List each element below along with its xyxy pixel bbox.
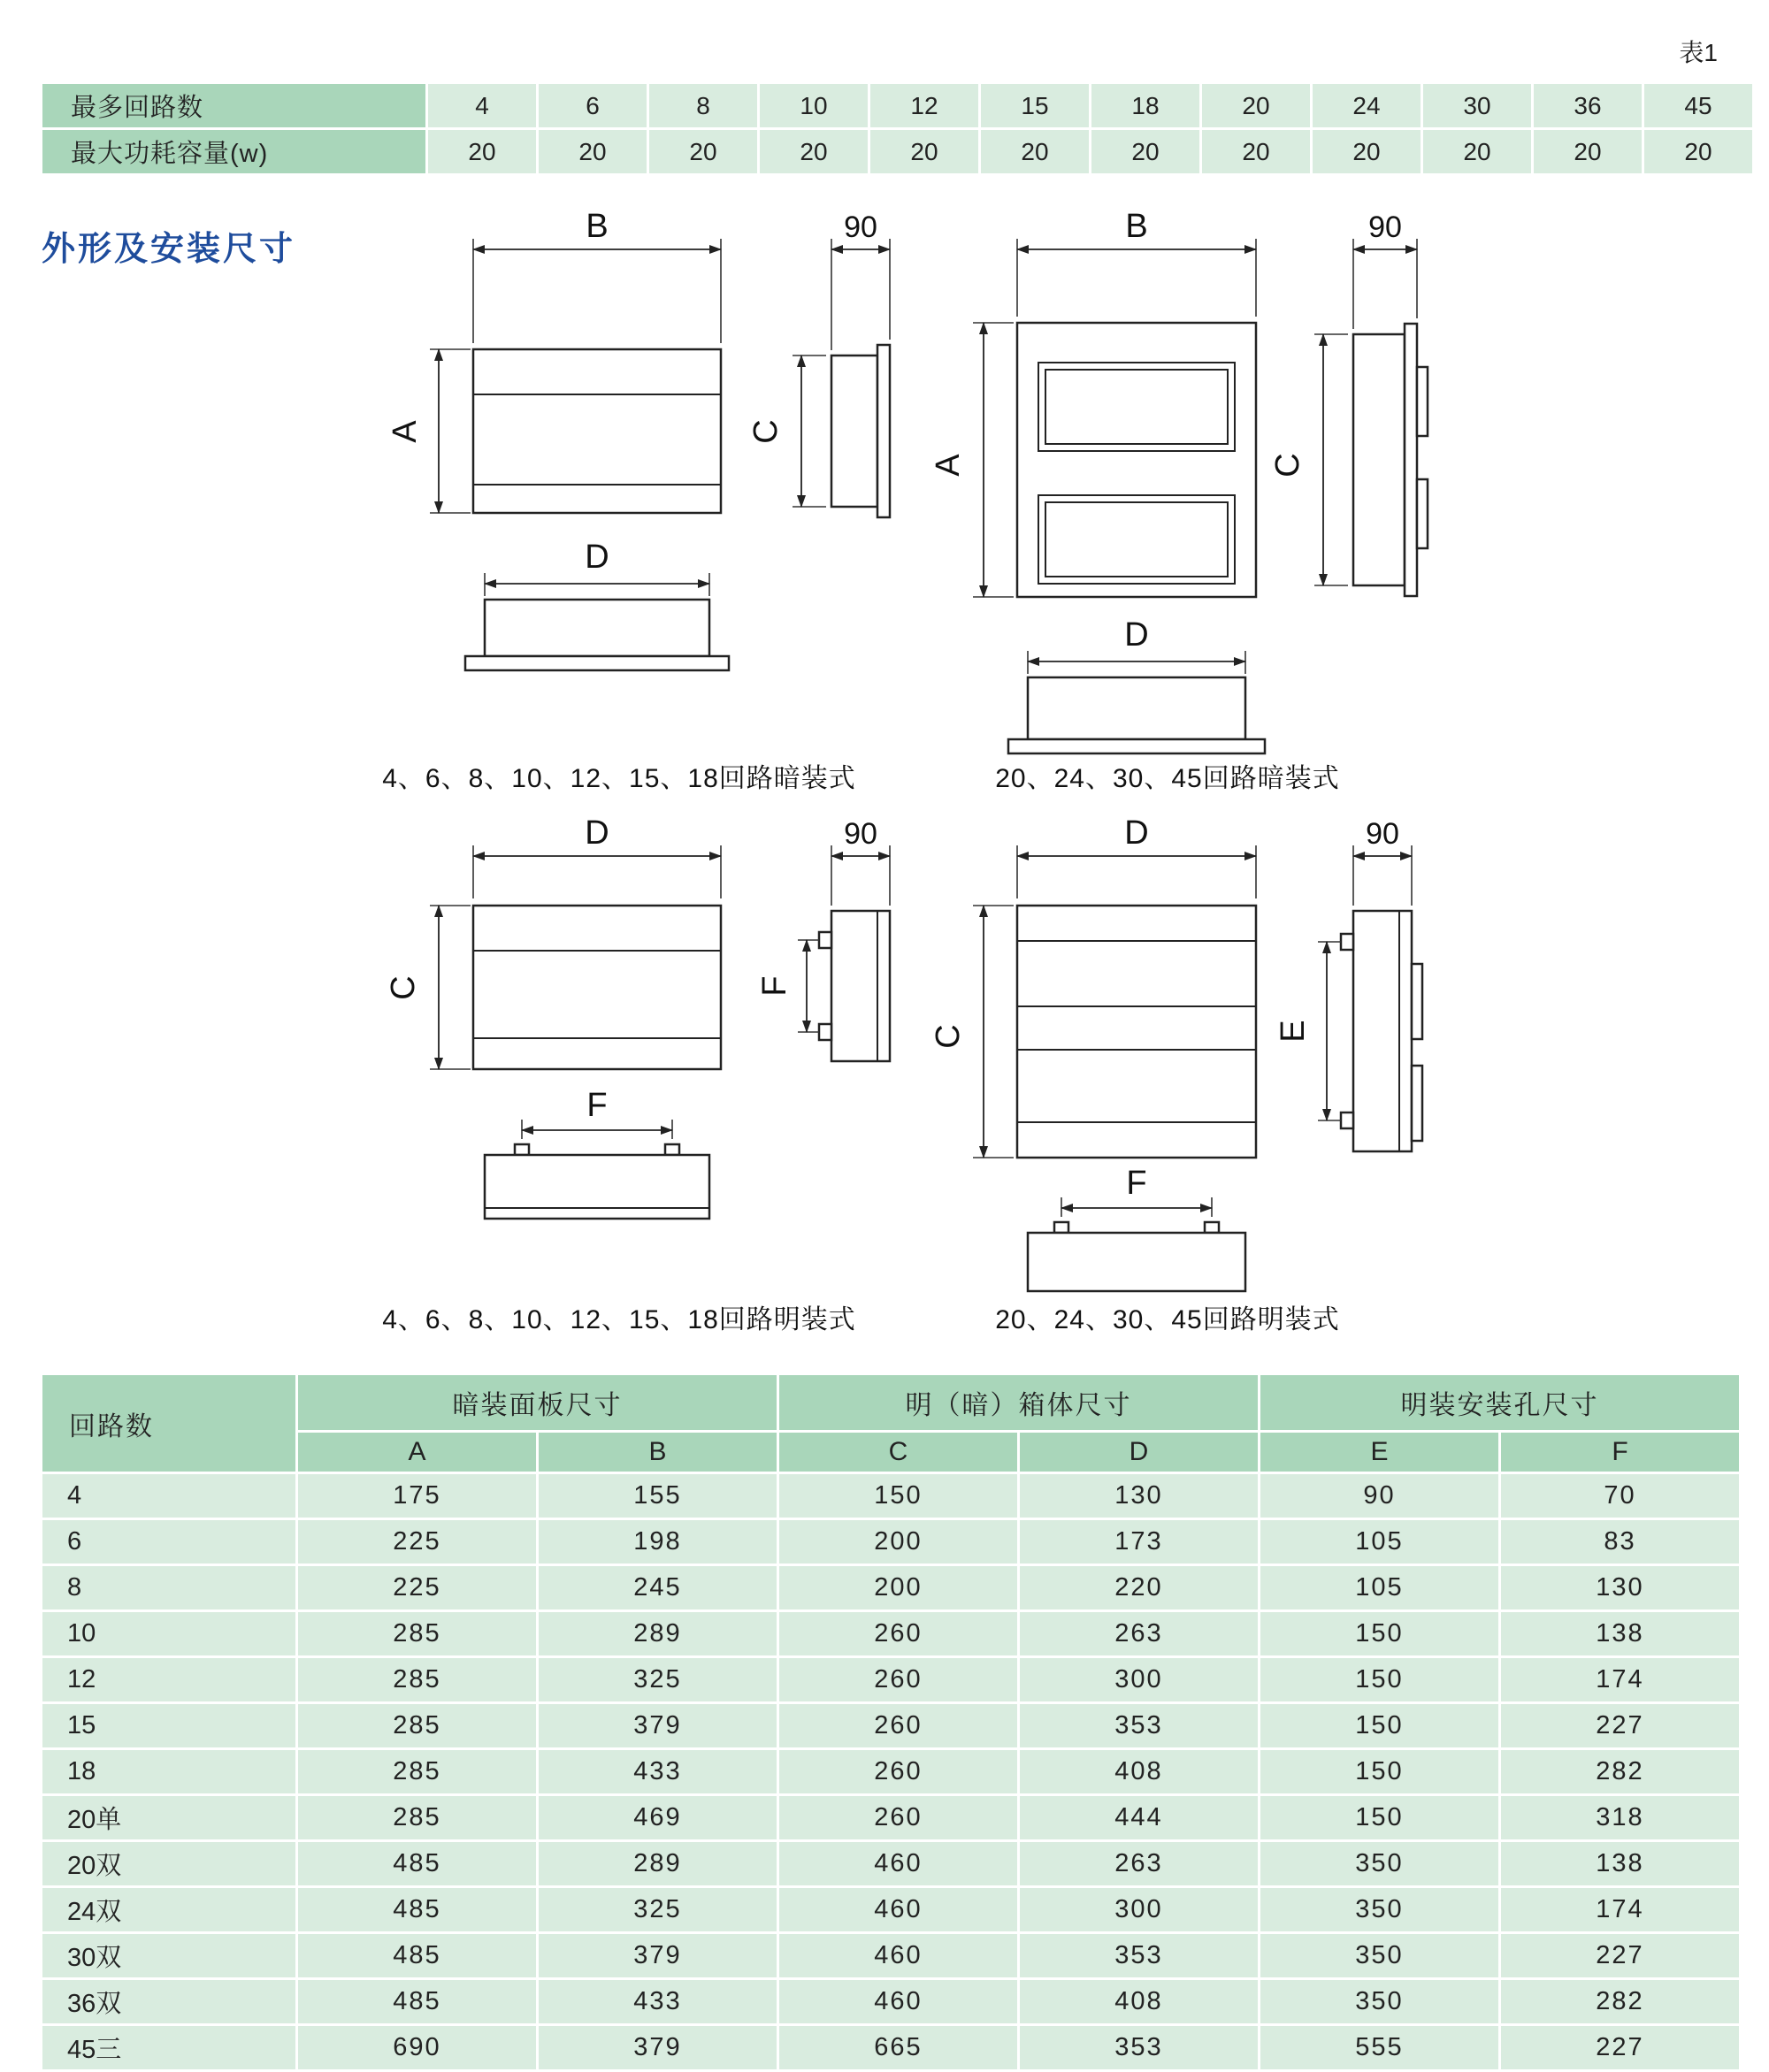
cell-A: 225 bbox=[298, 1520, 536, 1564]
table-header-row bbox=[42, 1375, 1739, 1430]
table-row bbox=[42, 1888, 1739, 1931]
cell-F: 318 bbox=[1501, 1796, 1739, 1839]
group-header-box-size: 明（暗）箱体尺寸 bbox=[779, 1375, 1258, 1430]
cell-B: 433 bbox=[539, 1750, 777, 1793]
table-row bbox=[42, 1980, 1739, 2023]
cell-A: 175 bbox=[298, 1474, 536, 1518]
cell-F: 227 bbox=[1501, 1704, 1739, 1747]
cell-F: 227 bbox=[1501, 2026, 1739, 2069]
dim-label-depth: 90 bbox=[1366, 817, 1399, 851]
dim-label-C: C bbox=[747, 419, 785, 444]
front-view bbox=[1017, 906, 1256, 1158]
cell-F: 174 bbox=[1501, 1888, 1739, 1931]
cell-E: 105 bbox=[1260, 1566, 1498, 1609]
table-row bbox=[42, 2026, 1739, 2069]
dim-label-A: A bbox=[930, 454, 967, 477]
side-flange bbox=[1405, 324, 1417, 596]
cell-C: 460 bbox=[779, 1842, 1017, 1885]
cell-A: 485 bbox=[298, 1934, 536, 1977]
cell-B: 433 bbox=[539, 1980, 777, 2023]
side-view bbox=[1353, 334, 1405, 585]
table-cell: 10 bbox=[760, 84, 868, 127]
bottom-base bbox=[1008, 739, 1265, 753]
cell-circuits: 30双 bbox=[42, 1934, 295, 1977]
cell-D: 408 bbox=[1020, 1750, 1258, 1793]
cell-circuits: 18 bbox=[42, 1750, 295, 1793]
mounting-lug bbox=[819, 1024, 831, 1040]
cell-B: 245 bbox=[539, 1566, 777, 1609]
column-header-F: F bbox=[1501, 1433, 1739, 1472]
bottom-view bbox=[485, 1155, 709, 1219]
table-cell: 20 bbox=[981, 130, 1089, 173]
cell-C: 260 bbox=[779, 1612, 1017, 1655]
cell-A: 690 bbox=[298, 2026, 536, 2069]
dim-label-F: F bbox=[1126, 1165, 1147, 1202]
cell-C: 460 bbox=[779, 1934, 1017, 1977]
cell-E: 150 bbox=[1260, 1658, 1498, 1701]
page-title: 外形及安装尺寸 bbox=[42, 231, 296, 268]
cell-B: 469 bbox=[539, 1796, 777, 1839]
side-view bbox=[831, 911, 890, 1061]
cell-C: 665 bbox=[779, 2026, 1017, 2069]
cell-circuits: 6 bbox=[42, 1520, 295, 1564]
cell-E: 150 bbox=[1260, 1796, 1498, 1839]
dim-label-E: E bbox=[1275, 1020, 1312, 1043]
dim-label-B: B bbox=[586, 208, 609, 245]
column-header-C: C bbox=[779, 1433, 1017, 1472]
cell-D: 353 bbox=[1020, 1704, 1258, 1747]
dim-label-depth: 90 bbox=[844, 817, 877, 851]
cell-E: 105 bbox=[1260, 1520, 1498, 1564]
table-cell: 15 bbox=[981, 84, 1089, 127]
side-view bbox=[831, 356, 877, 507]
dim-label-C: C bbox=[930, 1024, 967, 1049]
cell-C: 460 bbox=[779, 1888, 1017, 1931]
cell-B: 379 bbox=[539, 2026, 777, 2069]
dim-label-depth: 90 bbox=[844, 210, 877, 244]
cell-F: 130 bbox=[1501, 1566, 1739, 1609]
cell-F: 227 bbox=[1501, 1934, 1739, 1977]
cell-C: 260 bbox=[779, 1704, 1017, 1747]
mounting-lug bbox=[1054, 1222, 1068, 1233]
cell-B: 289 bbox=[539, 1612, 777, 1655]
table-cell: 20 bbox=[649, 130, 757, 173]
table-cell: 24 bbox=[1313, 84, 1421, 127]
cell-E: 90 bbox=[1260, 1474, 1498, 1518]
dim-label-A: A bbox=[387, 420, 424, 443]
cell-E: 555 bbox=[1260, 2026, 1498, 2069]
table-cell: 8 bbox=[649, 84, 757, 127]
table-cell: 20 bbox=[870, 130, 978, 173]
table-number-tag: 表1 bbox=[1679, 39, 1718, 66]
side-flange bbox=[877, 345, 890, 517]
cell-circuits: 12 bbox=[42, 1658, 295, 1701]
diagram-surface-large bbox=[930, 814, 1422, 1291]
table-row bbox=[42, 1842, 1739, 1885]
cell-circuits: 45三 bbox=[42, 2026, 295, 2069]
table-row bbox=[42, 1566, 1739, 1609]
cell-C: 150 bbox=[779, 1474, 1017, 1518]
table-cell: 20 bbox=[1644, 130, 1752, 173]
diagram-flush-large bbox=[930, 208, 1428, 753]
max-circuits-table bbox=[40, 81, 1755, 176]
cell-D: 220 bbox=[1020, 1566, 1258, 1609]
table-row bbox=[42, 1934, 1739, 1977]
table-row bbox=[42, 1658, 1739, 1701]
cell-E: 150 bbox=[1260, 1750, 1498, 1793]
cell-C: 260 bbox=[779, 1658, 1017, 1701]
bottom-view bbox=[1028, 1233, 1245, 1291]
side-window-tab bbox=[1412, 1066, 1422, 1141]
table-cell: 20 bbox=[1202, 130, 1310, 173]
cell-circuits: 8 bbox=[42, 1566, 295, 1609]
cell-A: 485 bbox=[298, 1842, 536, 1885]
side-view bbox=[1353, 911, 1412, 1151]
table-cell: 20 bbox=[1091, 130, 1199, 173]
cell-A: 485 bbox=[298, 1888, 536, 1931]
cell-C: 200 bbox=[779, 1566, 1017, 1609]
table-cell: 20 bbox=[1423, 130, 1531, 173]
cell-E: 350 bbox=[1260, 1888, 1498, 1931]
front-view bbox=[473, 906, 721, 1069]
dim-label-C: C bbox=[385, 975, 422, 1000]
bottom-base bbox=[465, 656, 729, 670]
cell-circuits: 10 bbox=[42, 1612, 295, 1655]
table-cell: 30 bbox=[1423, 84, 1531, 127]
cell-E: 150 bbox=[1260, 1704, 1498, 1747]
dim-label-D: D bbox=[585, 539, 609, 576]
front-view bbox=[1017, 323, 1256, 597]
caption-surface-small: 4、6、8、10、12、15、18回路明装式 bbox=[382, 1305, 856, 1334]
table-cell: 20 bbox=[539, 130, 647, 173]
cell-E: 350 bbox=[1260, 1842, 1498, 1885]
dimension-table bbox=[40, 1372, 1742, 2072]
row-label-max-power: 最大功耗容量(w) bbox=[42, 130, 425, 173]
group-header-flush-panel: 暗装面板尺寸 bbox=[298, 1375, 777, 1430]
table-cell: 6 bbox=[539, 84, 647, 127]
cell-circuits: 4 bbox=[42, 1474, 295, 1518]
table-cell: 4 bbox=[428, 84, 536, 127]
dim-label-depth: 90 bbox=[1368, 210, 1402, 244]
table-subheader-row bbox=[42, 1433, 1739, 1472]
column-header-B: B bbox=[539, 1433, 777, 1472]
table-row bbox=[42, 130, 1752, 173]
caption-surface-large: 20、24、30、45回路明装式 bbox=[995, 1305, 1340, 1334]
table-cell: 45 bbox=[1644, 84, 1752, 127]
cell-E: 150 bbox=[1260, 1612, 1498, 1655]
cell-A: 285 bbox=[298, 1658, 536, 1701]
cell-A: 285 bbox=[298, 1796, 536, 1839]
table-row bbox=[42, 84, 1752, 127]
cell-circuits: 20单 bbox=[42, 1796, 295, 1839]
table-cell: 18 bbox=[1091, 84, 1199, 127]
table-row bbox=[42, 1520, 1739, 1564]
cell-D: 353 bbox=[1020, 1934, 1258, 1977]
bottom-view bbox=[485, 600, 709, 656]
group-header-mounting-holes: 明装安装孔尺寸 bbox=[1260, 1375, 1739, 1430]
cell-F: 70 bbox=[1501, 1474, 1739, 1518]
cell-B: 325 bbox=[539, 1658, 777, 1701]
dimension-drawings bbox=[265, 203, 1521, 1344]
table-row bbox=[42, 1704, 1739, 1747]
cell-F: 282 bbox=[1501, 1980, 1739, 2023]
column-header-A: A bbox=[298, 1433, 536, 1472]
cell-A: 485 bbox=[298, 1980, 536, 2023]
table-cell: 20 bbox=[428, 130, 536, 173]
cell-A: 225 bbox=[298, 1566, 536, 1609]
cell-A: 285 bbox=[298, 1612, 536, 1655]
mounting-lug bbox=[819, 932, 831, 948]
mounting-lug bbox=[1205, 1222, 1219, 1233]
table-row bbox=[42, 1612, 1739, 1655]
bottom-view bbox=[1028, 677, 1245, 739]
cell-C: 200 bbox=[779, 1520, 1017, 1564]
cell-circuits: 15 bbox=[42, 1704, 295, 1747]
table-cell: 12 bbox=[870, 84, 978, 127]
table-cell: 36 bbox=[1534, 84, 1642, 127]
cell-F: 174 bbox=[1501, 1658, 1739, 1701]
caption-flush-small: 4、6、8、10、12、15、18回路暗装式 bbox=[382, 764, 856, 793]
table-row bbox=[42, 1474, 1739, 1518]
side-window-tab bbox=[1412, 964, 1422, 1039]
cell-D: 300 bbox=[1020, 1658, 1258, 1701]
cell-D: 444 bbox=[1020, 1796, 1258, 1839]
cell-E: 350 bbox=[1260, 1980, 1498, 2023]
dim-label-F: F bbox=[756, 975, 793, 997]
cell-A: 285 bbox=[298, 1704, 536, 1747]
cell-D: 300 bbox=[1020, 1888, 1258, 1931]
cell-circuits: 24双 bbox=[42, 1888, 295, 1931]
cell-B: 289 bbox=[539, 1842, 777, 1885]
diagram-flush-small bbox=[387, 208, 890, 670]
cell-F: 138 bbox=[1501, 1612, 1739, 1655]
cell-D: 263 bbox=[1020, 1612, 1258, 1655]
cell-B: 155 bbox=[539, 1474, 777, 1518]
cell-D: 173 bbox=[1020, 1520, 1258, 1564]
cell-E: 350 bbox=[1260, 1934, 1498, 1977]
table-cell: 20 bbox=[1313, 130, 1421, 173]
side-window-tab bbox=[1417, 479, 1428, 548]
mounting-lug bbox=[515, 1144, 529, 1155]
cell-D: 263 bbox=[1020, 1842, 1258, 1885]
cell-circuits: 36双 bbox=[42, 1980, 295, 2023]
caption-flush-large: 20、24、30、45回路暗装式 bbox=[995, 764, 1340, 793]
column-header-circuits: 回路数 bbox=[42, 1375, 295, 1472]
cell-circuits: 20双 bbox=[42, 1842, 295, 1885]
dim-label-D: D bbox=[1124, 616, 1149, 654]
cell-A: 285 bbox=[298, 1750, 536, 1793]
table-cell: 20 bbox=[1202, 84, 1310, 127]
column-header-E: E bbox=[1260, 1433, 1498, 1472]
mounting-lug bbox=[1341, 934, 1353, 950]
cell-B: 325 bbox=[539, 1888, 777, 1931]
cell-F: 282 bbox=[1501, 1750, 1739, 1793]
cell-C: 260 bbox=[779, 1796, 1017, 1839]
dim-label-D: D bbox=[1124, 814, 1149, 852]
mounting-lug bbox=[1341, 1112, 1353, 1128]
cell-D: 408 bbox=[1020, 1980, 1258, 2023]
mounting-lug bbox=[665, 1144, 679, 1155]
dim-label-B: B bbox=[1125, 208, 1148, 245]
cell-B: 379 bbox=[539, 1704, 777, 1747]
front-view bbox=[473, 349, 721, 513]
cell-B: 198 bbox=[539, 1520, 777, 1564]
dim-label-F: F bbox=[586, 1087, 608, 1124]
cell-D: 130 bbox=[1020, 1474, 1258, 1518]
cell-B: 379 bbox=[539, 1934, 777, 1977]
column-header-D: D bbox=[1020, 1433, 1258, 1472]
dim-label-D: D bbox=[585, 814, 609, 852]
dim-label-C: C bbox=[1269, 453, 1306, 478]
cell-F: 83 bbox=[1501, 1520, 1739, 1564]
diagram-surface-small bbox=[385, 814, 890, 1219]
cell-D: 353 bbox=[1020, 2026, 1258, 2069]
side-window-tab bbox=[1417, 367, 1428, 436]
cell-C: 260 bbox=[779, 1750, 1017, 1793]
table-row bbox=[42, 1796, 1739, 1839]
cell-F: 138 bbox=[1501, 1842, 1739, 1885]
table-row bbox=[42, 1750, 1739, 1793]
cell-C: 460 bbox=[779, 1980, 1017, 2023]
row-label-max-circuits: 最多回路数 bbox=[42, 84, 425, 127]
table-cell: 20 bbox=[760, 130, 868, 173]
table-cell: 20 bbox=[1534, 130, 1642, 173]
